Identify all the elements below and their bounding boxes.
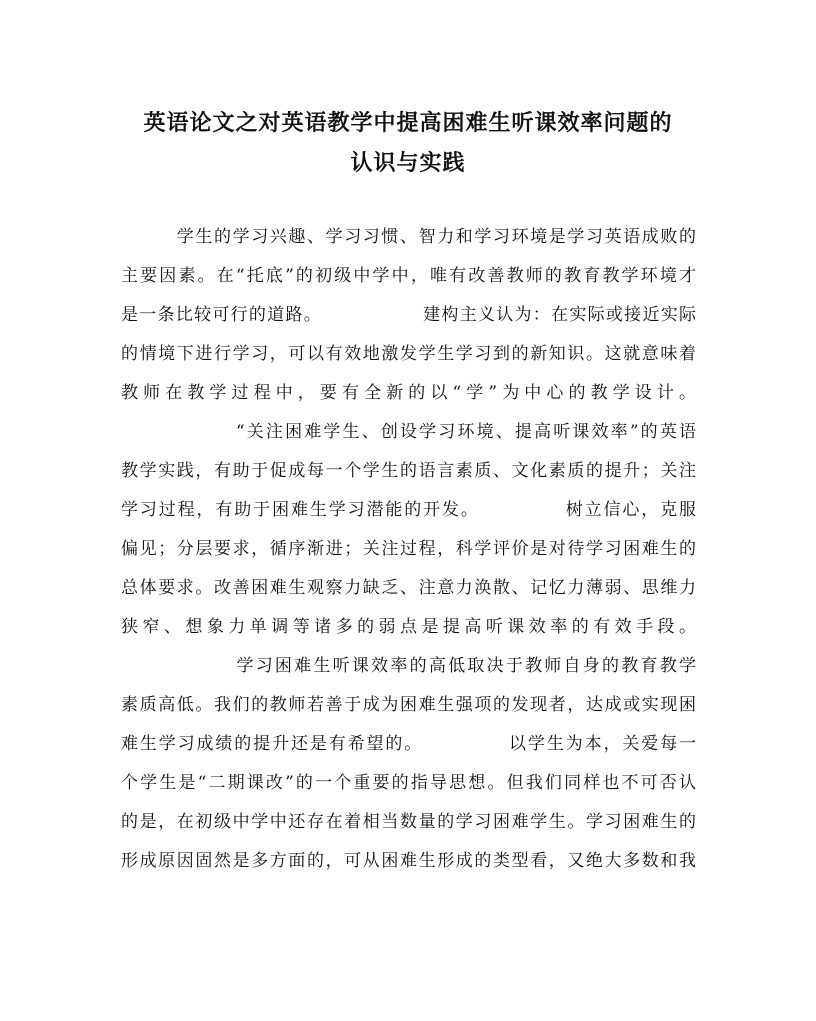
body-text-line: 是一条比较可行的道路。 建构主义认为：在实际或接近实际 bbox=[121, 305, 696, 325]
body-text-line: 的是，在初级中学中还存在着相当数量的学习困难学生。学习困难生的 bbox=[121, 812, 696, 832]
body-text-line: 总体要求。改善困难生观察力缺乏、注意力涣散、记忆力薄弱、思维力 bbox=[121, 578, 696, 598]
body-text-line: 教学实践，有助于促成每一个学生的语言素质、文化素质的提升；关注 bbox=[121, 461, 696, 481]
body-text-line: 素质高低。我们的教师若善于成为困难生强项的发现者，达成或实现困 bbox=[121, 695, 696, 715]
body-text-line: 狭窄、想象力单调等诸多的弱点是提高听课效率的有效手段。 bbox=[121, 617, 696, 637]
document-title-line-2: 认识与实践 bbox=[350, 150, 466, 176]
body-text-line: 学习过程，有助于困难生学习潜能的开发。 树立信心，克服 bbox=[121, 500, 696, 520]
body-text-line: 的情境下进行学习，可以有效地激发学生学习到的新知识。这就意味着 bbox=[121, 344, 696, 364]
body-text-line: 形成原因固然是多方面的，可从困难生形成的类型看，又绝大多数和我 bbox=[121, 851, 696, 871]
body-text-line: 学生的学习兴趣、学习习惯、智力和学习环境是学习英语成败的 bbox=[121, 227, 696, 247]
body-text-line: “关注困难学生、创设学习环境、提高听课效率”的英语 bbox=[121, 422, 696, 442]
body-text-line: 偏见；分层要求，循序渐进；关注过程，科学评价是对待学习困难生的 bbox=[121, 539, 696, 559]
body-text-line: 学习困难生听课效率的高低取决于教师自身的教育教学 bbox=[121, 656, 696, 676]
document-title-line-1: 英语论文之对英语教学中提高困难生听课效率问题的 bbox=[143, 110, 673, 136]
body-text-line: 主要因素。在“托底”的初级中学中，唯有改善教师的教育教学环境才 bbox=[121, 266, 696, 286]
body-text-line: 个学生是“二期课改”的一个重要的指导思想。但我们同样也不可否认 bbox=[121, 773, 696, 793]
body-text-line: 难生学习成绩的提升还是有希望的。 以学生为本，关爱每一 bbox=[121, 734, 696, 754]
body-text-line: 教师在教学过程中，要有全新的以“学”为中心的教学设计。 bbox=[121, 383, 696, 403]
